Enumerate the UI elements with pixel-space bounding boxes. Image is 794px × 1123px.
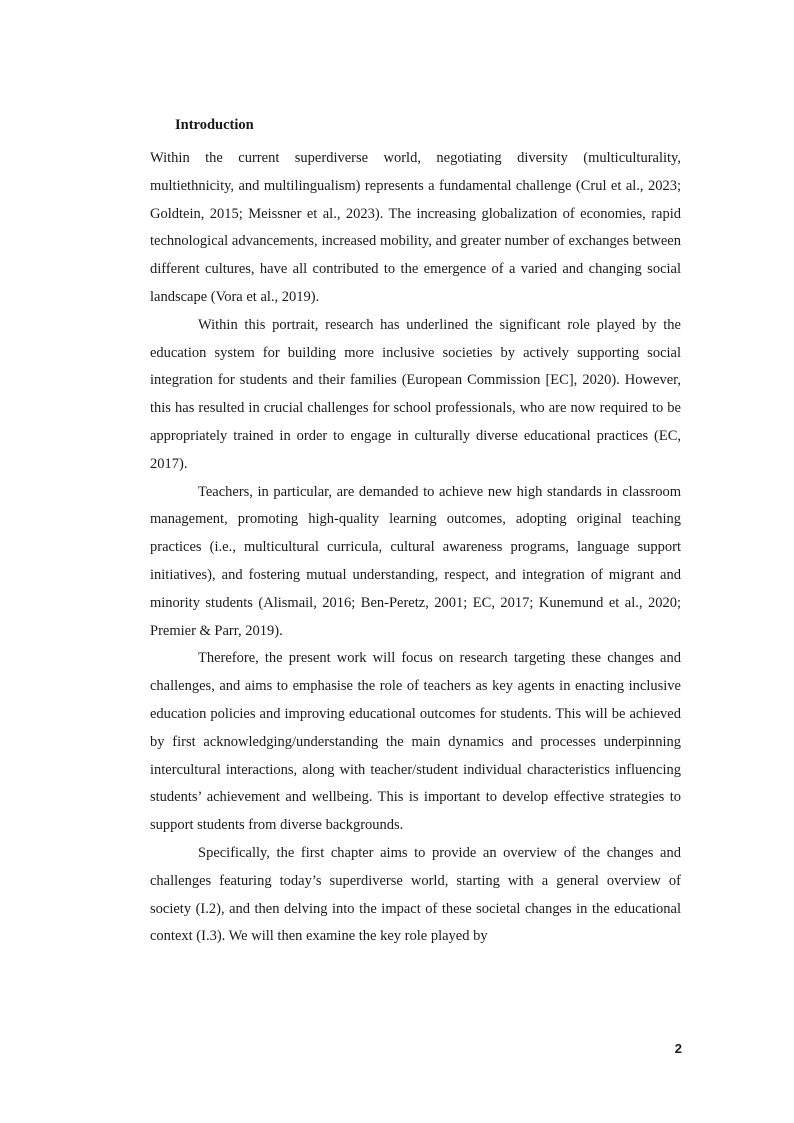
paragraph-3: Teachers, in particular, are demanded to achieve new high standards in classroom management, promoting high-quality learning outcomes, adopting original teaching practices (i.e., multicultural curricula, cultural awareness programs, language support initiatives), and fostering mutual understanding, respect, and integration of migrant and minority students (Alismail, 2016; Ben-Peretz, 2001; EC, 2017; Kunemund et al., 2020; Premier & Parr, 2019). xyxy=(150,483,681,639)
paragraph-2: Within this portrait, research has underlined the significant role played by the education system for building more inclusive societies by actively supporting social integration for students and their families (European Commission [EC], 2020). However, this has resulted in crucial challenges for school professionals, who are now required to be appropriately trained in order to engage in culturally diverse educational practices (EC, 2017). xyxy=(150,316,681,472)
paragraph-5: Specifically, the first chapter aims to provide an overview of the changes and challenges featuring today’s superdiverse world, starting with a general overview of society (I.2), and then delving into the impact of these societal changes in the educational context (I.3). We will then examine the key role played by xyxy=(150,844,681,945)
page-content xyxy=(150,113,681,951)
page-number: 2 xyxy=(674,1041,682,1056)
section-heading: Introduction xyxy=(175,117,254,133)
paragraph-4: Therefore, the present work will focus on research targeting these changes and challenges, and aims to emphasise the role of teachers as key agents in enacting inclusive education policies and improving educational outcomes for students. This will be achieved by first acknowledging/understanding the main dynamics and processes underpinning intercultural interactions, along with teacher/student individual characteristics influencing students’ achievement and wellbeing. This is important to develop effective strategies to support students from diverse backgrounds. xyxy=(150,650,681,834)
paragraph-1: Within the current superdiverse world, negotiating diversity (multiculturality, multiethnicity, and multilingualism) represents a fundamental challenge (Crul et al., 2023; Goldtein, 2015; Meissner et al., 2023). The increasing globalization of economies, rapid technological advancements, increased mobility, and greater number of exchanges between different cultures, have all contributed to the emergence of a varied and changing social landscape (Vora et al., 2019). xyxy=(150,150,681,305)
